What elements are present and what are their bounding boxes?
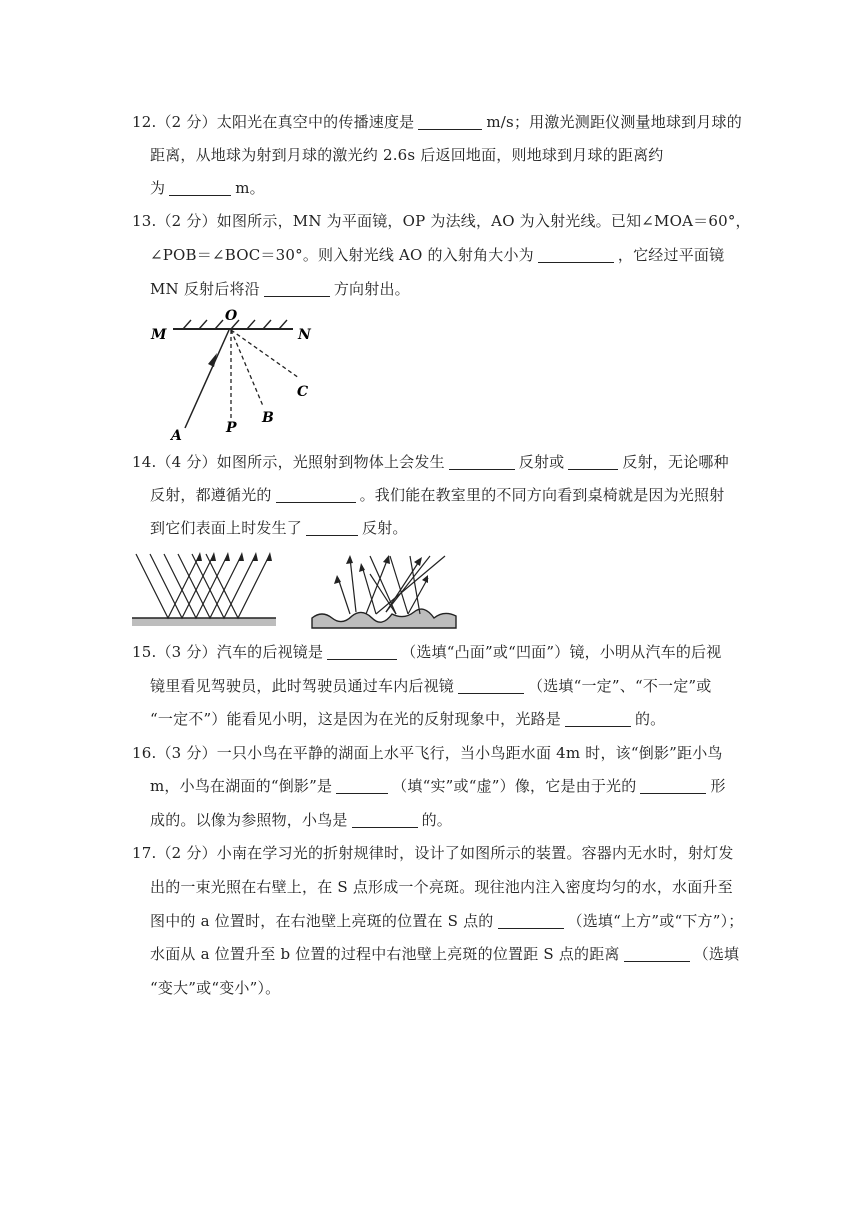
answer-blank[interactable] [327, 645, 397, 660]
answer-blank[interactable] [418, 115, 482, 130]
label-o: O [225, 308, 238, 324]
answer-blank[interactable] [458, 679, 524, 694]
answer-blank[interactable] [565, 712, 631, 727]
answer-blank[interactable] [449, 455, 515, 470]
label-m: M [151, 327, 167, 343]
q14-line-3: 到它们表面上时发生了 反射。 [150, 519, 408, 537]
q17-line-5: “变大”或“变小”）。 [150, 979, 281, 997]
q15-line-3: “一定不”）能看见小明，这是因为在光的反射现象中，光路是 的。 [150, 710, 666, 728]
q13-line-3: MN 反射后将沿 方向射出。 [150, 280, 410, 298]
diffuse-reflection-figure [310, 548, 460, 630]
q17-line-4: 水面从 a 位置升至 b 位置的过程中右池壁上亮斑的位置距 S 点的距离 （选填 [150, 945, 740, 963]
answer-blank[interactable] [306, 521, 358, 536]
q12-line-2: 距离，从地球为射到月球的激光约 2.6s 后返回地面，则地球到月球的距离约 [150, 146, 664, 164]
label-p: P [226, 420, 237, 436]
label-b: B [262, 410, 274, 426]
answer-blank[interactable] [276, 488, 356, 503]
q16-line-2: m，小鸟在湖面的“倒影”是 （填“实”或“虚”）像，它是由于光的 形 [150, 777, 726, 795]
answer-blank[interactable] [568, 455, 618, 470]
label-c: C [297, 384, 309, 400]
q17-line-2: 出的一束光照在右壁上，在 S 点形成一个亮斑。现往池内注入密度均匀的水，水面升至 [150, 878, 733, 896]
q15-line-2: 镜里看见驾驶员，此时驾驶员通过车内后视镜 （选填“一定”、“不一定”或 [150, 677, 712, 695]
answer-blank[interactable] [352, 813, 418, 828]
mirror-figure [145, 306, 325, 441]
answer-blank[interactable] [498, 914, 564, 929]
answer-blank[interactable] [640, 779, 706, 794]
answer-blank[interactable] [624, 947, 690, 962]
answer-blank[interactable] [264, 282, 330, 297]
q13-line-2: ∠POB＝∠BOC＝30°。则入射光线 AO 的入射角大小为 ，它经过平面镜 [150, 246, 725, 264]
q12-line-1: 12.（2 分）太阳光在真空中的传播速度是 m/s；用激光测距仪测量地球到月球的 [132, 113, 742, 131]
incident-ray [185, 330, 229, 428]
q16-line-3: 成的。以像为参照物，小鸟是 的。 [150, 811, 453, 829]
answer-blank[interactable] [336, 779, 388, 794]
q12-line-3: 为 m。 [150, 179, 265, 197]
q13-line-1: 13.（2 分）如图所示，MN 为平面镜，OP 为法线，AO 为入射光线。已知∠MOA＝60°， [132, 212, 751, 230]
label-n: N [298, 327, 311, 343]
answer-blank[interactable] [169, 181, 231, 196]
q16-line-1: 16.（3 分）一只小鸟在平静的湖面上水平飞行，当小鸟距水面 4m 时，该“倒影”距小鸟 [132, 744, 723, 762]
answer-blank[interactable] [538, 248, 614, 263]
q17-line-1: 17.（2 分）小南在学习光的折射规律时，设计了如图所示的装置。容器内无水时，射灯发 [132, 844, 734, 862]
label-a: A [171, 428, 182, 441]
q14-line-1: 14.（4 分）如图所示，光照射到物体上会发生 反射或 反射，无论哪种 [132, 453, 729, 471]
specular-reflection-figure [130, 548, 280, 630]
q14-line-2: 反射，都遵循光的 。我们能在教室里的不同方向看到桌椅就是因为光照射 [150, 486, 725, 504]
q15-line-1: 15.（3 分）汽车的后视镜是 （选填“凸面”或“凹面”）镜，小明从汽车的后视 [132, 643, 722, 661]
q17-line-3: 图中的 a 位置时，在右池壁上亮斑的位置在 S 点的 （选填“上方”或“下方”）； [150, 912, 744, 930]
